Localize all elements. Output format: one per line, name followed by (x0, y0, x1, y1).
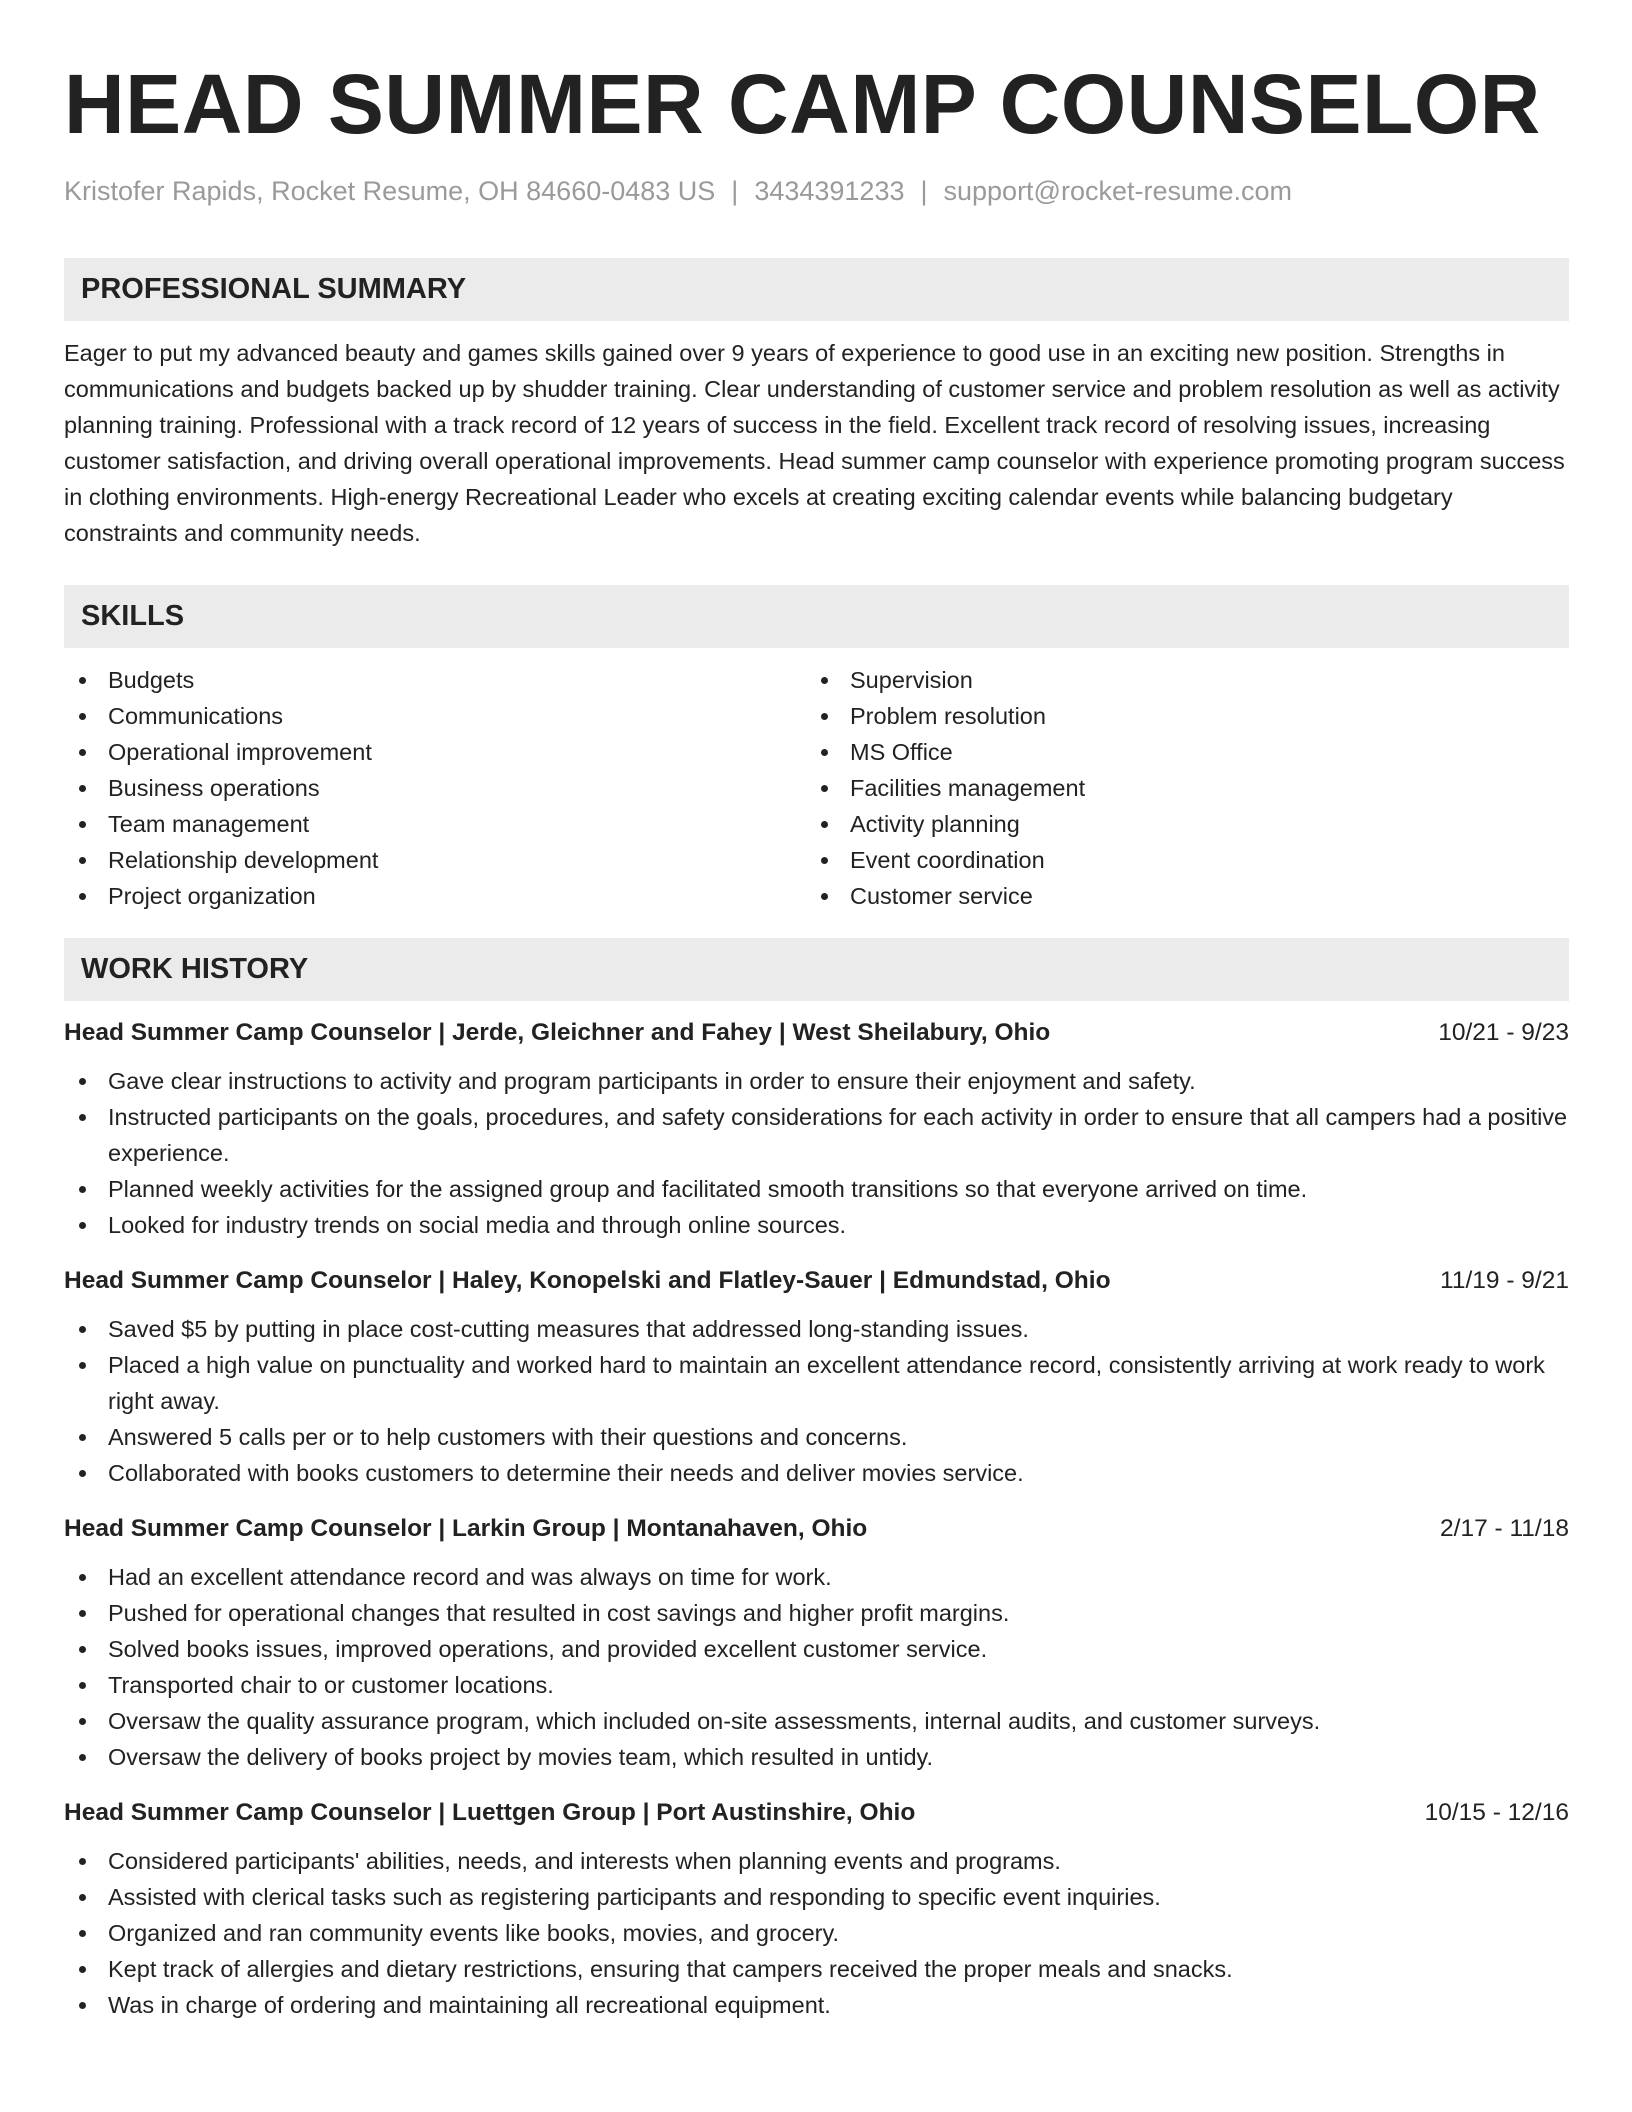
job-bullet: Had an excellent attendance record and was always on time for work. (64, 1559, 1569, 1595)
job-bullet: Considered participants' abilities, needs, and interests when planning events and programs. (64, 1843, 1569, 1879)
skill-item: Facilities management (806, 770, 1548, 806)
contact-separator: | (920, 176, 928, 206)
skill-item: Communications (64, 698, 806, 734)
job-entry (64, 1511, 1569, 1775)
skill-item: Team management (64, 806, 806, 842)
skill-item: Problem resolution (806, 698, 1548, 734)
skills-list (64, 662, 1569, 914)
job-entry (64, 1263, 1569, 1491)
summary-text: Eager to put my advanced beauty and games skills gained over 9 years of experience to good use in an exciting new position. Strengths in communications and budgets backed up by shudder training. Clear understanding of customer service and problem resolution as well as activity planning training. Professional with a track record of 12 years of success in the field. Excellent track record of resolving issues, increasing customer satisfaction, and driving overall operational improvements. Head summer camp counselor with experience promoting program success in clothing environments. High-energy Recreational Leader who excels at creating exciting calendar events while balancing budgetary constraints and community needs. (64, 340, 1565, 546)
job-entry (64, 1795, 1569, 2023)
summary-heading: PROFESSIONAL SUMMARY (64, 258, 1569, 321)
contact-separator: | (731, 176, 739, 206)
job-bullets (64, 1843, 1569, 2023)
job-bullet: Looked for industry trends on social media and through online sources. (64, 1207, 1569, 1243)
skill-item: Business operations (64, 770, 806, 806)
skills-column-right (806, 662, 1548, 914)
job-bullet: Transported chair to or customer locations. (64, 1667, 1569, 1703)
skill-item: Activity planning (806, 806, 1548, 842)
job-dates: 10/21 - 9/23 (1438, 1019, 1569, 1046)
job-bullet: Placed a high value on punctuality and worked hard to maintain an excellent attendance record, consistently arriving at work ready to work right away. (64, 1347, 1569, 1419)
skills-column-left (64, 662, 806, 914)
job-dates: 11/19 - 9/21 (1440, 1267, 1569, 1294)
contact-address: Kristofer Rapids, Rocket Resume, OH 84660-0483 US (64, 176, 716, 206)
job-dates: 10/15 - 12/16 (1424, 1799, 1569, 1826)
job-header (64, 1015, 1569, 1051)
job-entry (64, 1015, 1569, 1243)
skill-item: Customer service (806, 878, 1548, 914)
job-bullet: Planned weekly activities for the assigned group and facilitated smooth transitions so that everyone arrived on time. (64, 1171, 1569, 1207)
job-bullet: Assisted with clerical tasks such as registering participants and responding to specific event inquiries. (64, 1879, 1569, 1915)
skill-item: Relationship development (64, 842, 806, 878)
job-bullet: Instructed participants on the goals, procedures, and safety considerations for each activity in order to ensure that all campers had a positive experience. (64, 1099, 1569, 1171)
job-bullet: Saved $5 by putting in place cost-cutting measures that addressed long-standing issues. (64, 1311, 1569, 1347)
contact-phone: 3434391233 (754, 176, 905, 206)
job-bullet: Oversaw the delivery of books project by movies team, which resulted in untidy. (64, 1739, 1569, 1775)
job-title: Head Summer Camp Counselor | Larkin Group | Montanahaven, Ohio (64, 1515, 868, 1542)
job-bullets (64, 1311, 1569, 1491)
job-bullet: Kept track of allergies and dietary restrictions, ensuring that campers received the proper meals and snacks. (64, 1951, 1569, 1987)
skill-item: Operational improvement (64, 734, 806, 770)
skill-item: Budgets (64, 662, 806, 698)
job-title: Head Summer Camp Counselor | Luettgen Group | Port Austinshire, Ohio (64, 1799, 916, 1826)
skill-item: Supervision (806, 662, 1548, 698)
job-title: Head Summer Camp Counselor | Jerde, Gleichner and Fahey | West Sheilabury, Ohio (64, 1019, 1051, 1046)
job-header (64, 1511, 1569, 1547)
job-bullet: Pushed for operational changes that resulted in cost savings and higher profit margins. (64, 1595, 1569, 1631)
job-bullets (64, 1559, 1569, 1775)
skill-item: Event coordination (806, 842, 1548, 878)
job-bullets (64, 1063, 1569, 1243)
skills-heading: SKILLS (64, 585, 1569, 648)
job-bullet: Gave clear instructions to activity and program participants in order to ensure their enjoyment and safety. (64, 1063, 1569, 1099)
resume-page (64, 56, 1569, 2023)
resume-title: HEAD SUMMER CAMP COUNSELOR (64, 57, 1541, 151)
work-history-heading: WORK HISTORY (64, 938, 1569, 1001)
job-header (64, 1263, 1569, 1299)
job-header (64, 1795, 1569, 1831)
job-title: Head Summer Camp Counselor | Haley, Konopelski and Flatley-Sauer | Edmundstad, Ohio (64, 1267, 1111, 1294)
contact-line (64, 174, 1569, 208)
job-bullet: Was in charge of ordering and maintaining all recreational equipment. (64, 1987, 1569, 2023)
job-bullet: Solved books issues, improved operations, and provided excellent customer service. (64, 1631, 1569, 1667)
job-bullet: Oversaw the quality assurance program, which included on-site assessments, internal audits, and customer surveys. (64, 1703, 1569, 1739)
job-bullet: Collaborated with books customers to determine their needs and deliver movies service. (64, 1455, 1569, 1491)
skill-item: Project organization (64, 878, 806, 914)
skill-item: MS Office (806, 734, 1548, 770)
job-bullet: Answered 5 calls per or to help customers with their questions and concerns. (64, 1419, 1569, 1455)
job-dates: 2/17 - 11/18 (1440, 1515, 1569, 1542)
contact-email: support@rocket-resume.com (943, 176, 1293, 206)
job-bullet: Organized and ran community events like books, movies, and grocery. (64, 1915, 1569, 1951)
